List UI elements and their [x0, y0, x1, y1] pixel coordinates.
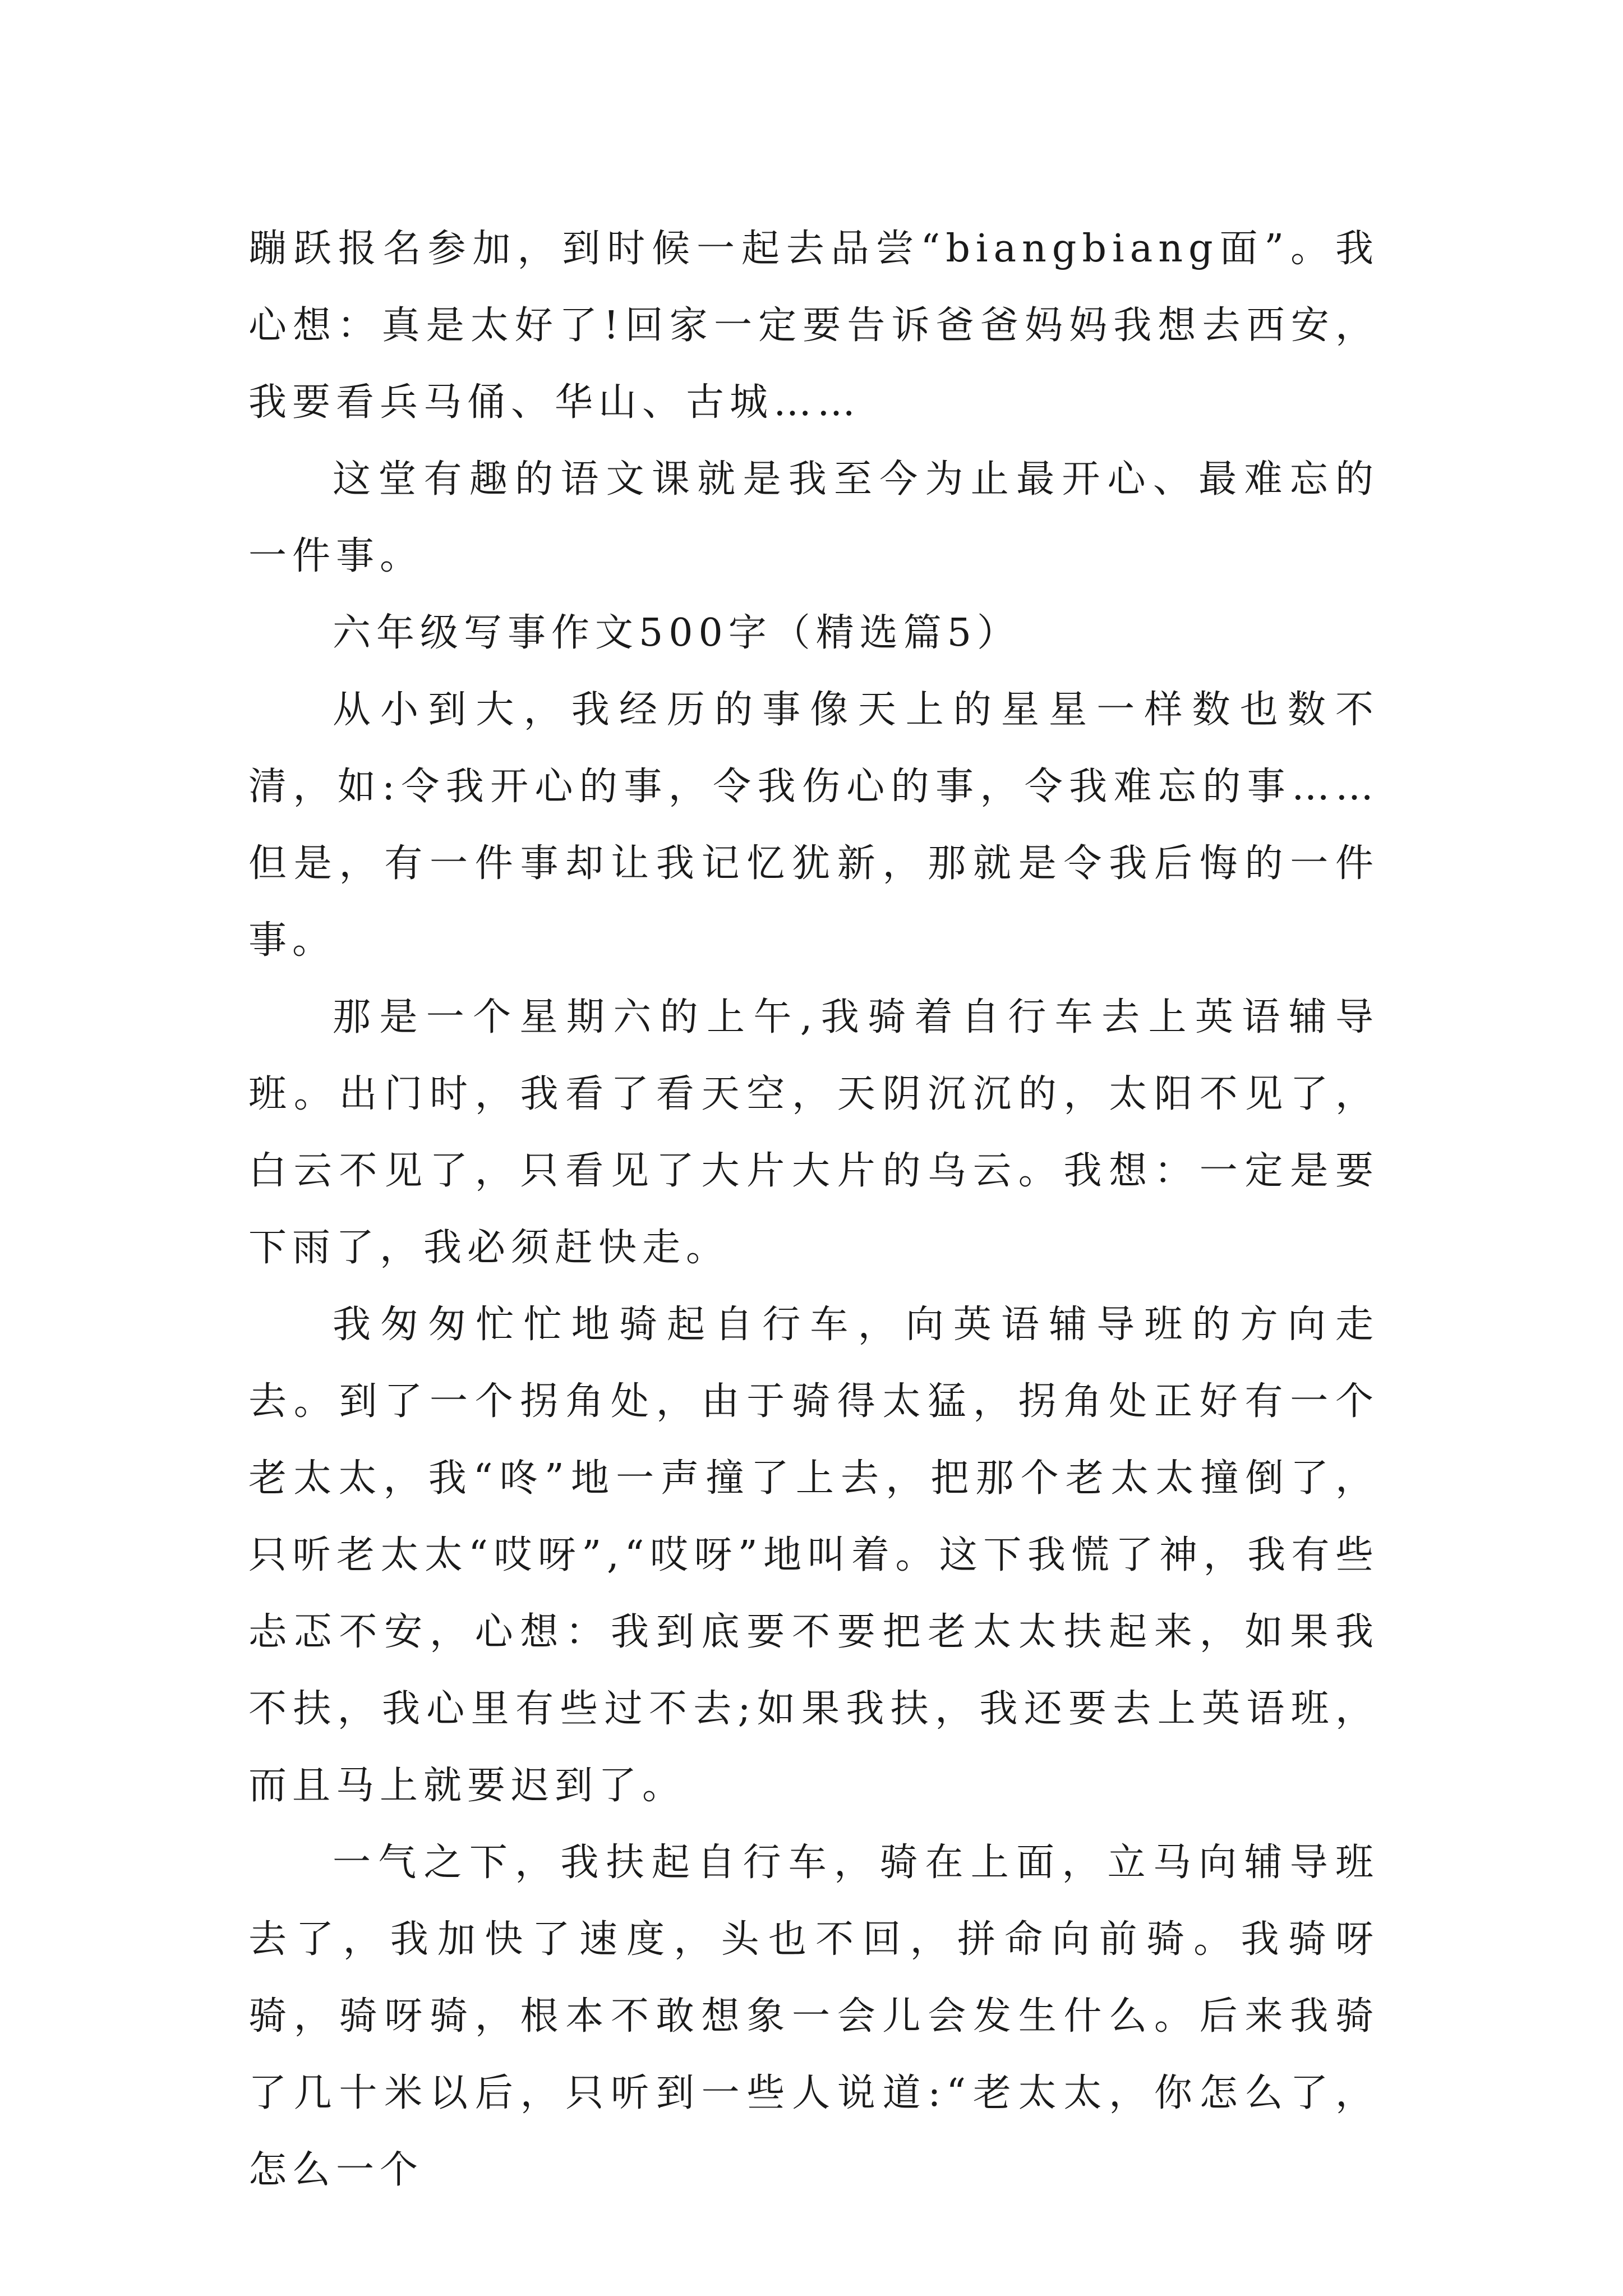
- paragraph-4: 那是一个星期六的上午,我骑着自行车去上英语辅导班。出门时，我看了看天空，天阴沉沉的，太阳不见了，白云不见了，只看见了大片大片的乌云。我想：一定是要下雨了，我必须赶快走。: [248, 995, 1379, 1270]
- paragraph-2: 这堂有趣的语文课就是我至今为止最开心、最难忘的一件事。: [248, 457, 1379, 578]
- paragraph-5: 我匆匆忙忙地骑起自行车，向英语辅导班的方向走去。到了一个拐角处，由于骑得太猛，拐角处正好有一个老太太，我“咚”地一声撞了上去，把那个老太太撞倒了，只听老太太“哎呀”,“哎呀”地叫着。这下我慌了神，我有些忐忑不安，心想：我到底要不要把老太太扶起来，如果我不扶，我心里有些过不去;如果我扶，我还要去上英语班，而且马上就要迟到了。: [248, 1303, 1379, 1808]
- section-heading: 六年级写事作文500字（精选篇5）: [333, 611, 1021, 655]
- document-body: [248, 210, 1379, 2208]
- paragraph-1: 蹦跃报名参加，到时候一起去品尝“biangbiang面”。我心想：真是太好了!回家一定要告诉爸爸妈妈我想去西安，我要看兵马俑、华山、古城……: [248, 227, 1379, 425]
- paragraph-6: 一气之下，我扶起自行车，骑在上面，立马向辅导班去了，我加快了速度，头也不回，拼命向前骑。我骑呀骑，骑呀骑，根本不敢想象一会儿会发生什么。后来我骑了几十米以后，只听到一些人说道:“老太太，你怎么了，怎么一个: [248, 1841, 1379, 2192]
- paragraph-3: 从小到大，我经历的事像天上的星星一样数也数不清，如:令我开心的事，令我伤心的事，令我难忘的事……但是，有一件事却让我记忆犹新，那就是令我后悔的一件事。: [248, 688, 1379, 963]
